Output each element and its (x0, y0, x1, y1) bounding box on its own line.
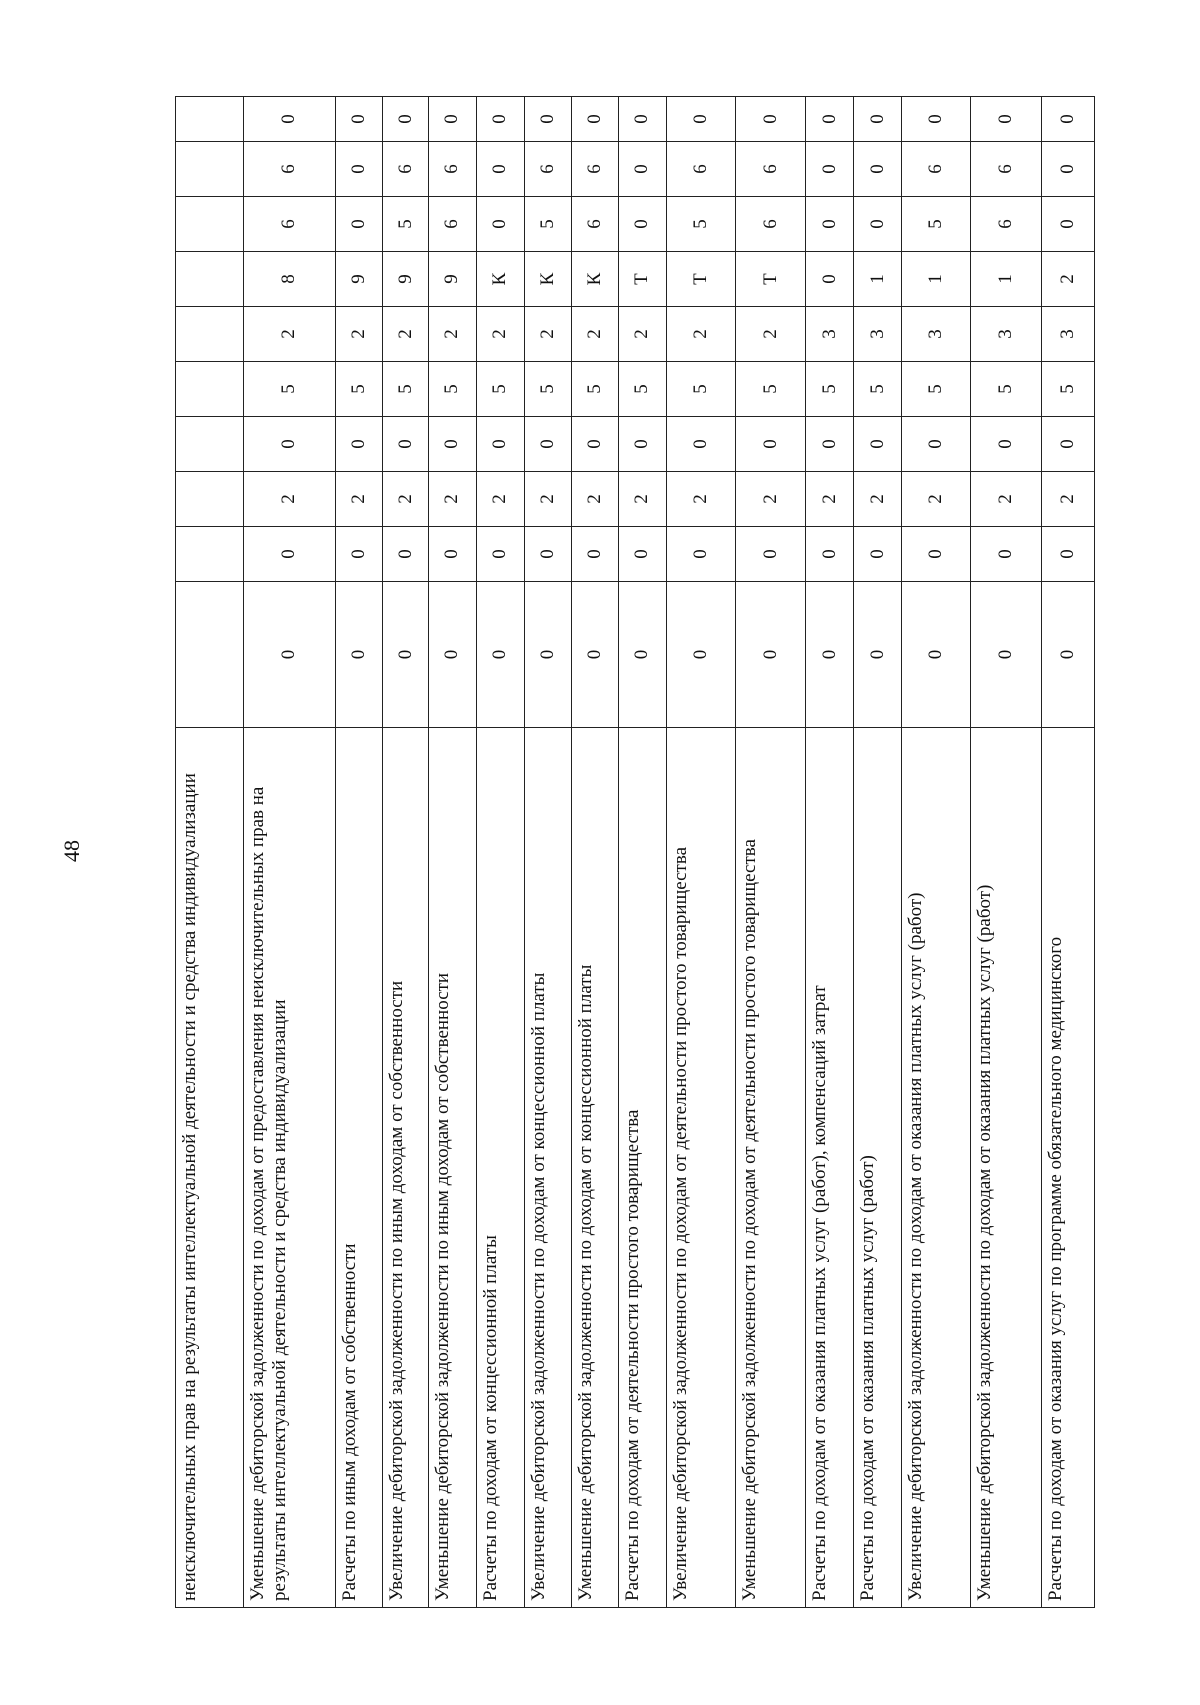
code-digit-cell: 3 (901, 307, 971, 362)
code-digit-cell: 0 (736, 527, 806, 582)
table-row (572, 97, 619, 1608)
code-digit-cell: 0 (854, 417, 901, 472)
code-digit-cell: 0 (572, 527, 619, 582)
value-cell: 0 (736, 582, 806, 728)
code-digit-cell: 0 (1042, 197, 1095, 252)
value-cell: 0 (901, 582, 971, 728)
code-digit-cell: 0 (854, 97, 901, 142)
code-digit-cell: 9 (335, 252, 382, 307)
account-name-cell: Расчеты по доходам от деятельности простого товарищества (619, 728, 666, 1608)
code-digit-cell: 0 (429, 97, 476, 142)
code-digit-cell: 6 (429, 197, 476, 252)
code-digit-cell (176, 197, 244, 252)
value-cell: 0 (854, 582, 901, 728)
account-name-cell: Уменьшение дебиторской задолженности по иным доходам от собственности (429, 728, 476, 1608)
code-digit-cell: 2 (619, 472, 666, 527)
value-cell: 0 (524, 582, 571, 728)
code-digit-cell: 0 (666, 417, 736, 472)
code-digit-cell: 0 (806, 97, 854, 142)
account-name-cell: Уменьшение дебиторской задолженности по доходам от предоставления неисключительных прав на результаты интеллектуальной деятельности и средства индивидуализации (243, 728, 335, 1608)
table-row (854, 97, 901, 1608)
code-digit-cell: 5 (736, 362, 806, 417)
code-digit-cell: 5 (901, 197, 971, 252)
code-digit-cell: 0 (806, 197, 854, 252)
code-digit-cell: 6 (971, 142, 1042, 197)
code-digit-cell: 0 (806, 252, 854, 307)
code-digit-cell: 6 (383, 142, 429, 197)
code-digit-cell: 0 (335, 197, 382, 252)
code-digit-cell: 0 (524, 97, 571, 142)
code-digit-cell: 0 (854, 197, 901, 252)
code-digit-cell: 5 (806, 362, 854, 417)
value-cell: 0 (971, 582, 1042, 728)
code-digit-cell: 2 (476, 472, 524, 527)
code-digit-cell (176, 417, 244, 472)
code-digit-cell: 0 (1042, 527, 1095, 582)
code-digit-cell: 6 (666, 142, 736, 197)
code-digit-cell: 2 (736, 472, 806, 527)
value-cell: 0 (1042, 582, 1095, 728)
code-digit-cell: 0 (901, 97, 971, 142)
code-digit-cell: 2 (429, 472, 476, 527)
table-body (176, 97, 1095, 1608)
code-digit-cell: 0 (854, 142, 901, 197)
code-digit-cell: 2 (335, 472, 382, 527)
code-digit-cell: 0 (243, 527, 335, 582)
code-digit-cell: 6 (572, 197, 619, 252)
code-digit-cell: 0 (666, 527, 736, 582)
code-digit-cell: К (476, 252, 524, 307)
code-digit-cell: 2 (335, 307, 382, 362)
code-digit-cell: 5 (666, 197, 736, 252)
code-digit-cell: 0 (476, 97, 524, 142)
table-row (901, 97, 971, 1608)
table-row (243, 97, 335, 1608)
code-digit-cell: 2 (243, 472, 335, 527)
code-digit-cell: 2 (971, 472, 1042, 527)
table-row (476, 97, 524, 1608)
value-cell: 0 (429, 582, 476, 728)
account-name-cell: Увеличение дебиторской задолженности по доходам от деятельности простого товарищества (666, 728, 736, 1608)
value-cell: 0 (476, 582, 524, 728)
table-row (176, 97, 244, 1608)
table-row (666, 97, 736, 1608)
table-row (806, 97, 854, 1608)
code-digit-cell: 6 (243, 142, 335, 197)
code-digit-cell: 2 (1042, 252, 1095, 307)
table-row (619, 97, 666, 1608)
accounts-table (175, 96, 1095, 1608)
code-digit-cell: 0 (476, 142, 524, 197)
code-digit-cell: 6 (524, 142, 571, 197)
code-digit-cell: 0 (383, 527, 429, 582)
code-digit-cell: 0 (476, 417, 524, 472)
code-digit-cell: 1 (854, 252, 901, 307)
table-row (429, 97, 476, 1608)
code-digit-cell: 2 (666, 472, 736, 527)
code-digit-cell: 0 (335, 142, 382, 197)
code-digit-cell: 8 (243, 252, 335, 307)
account-name-cell: Расчеты по доходам от оказания платных услуг (работ), компенсаций затрат (806, 728, 854, 1608)
accounts-table-rotated (175, 97, 1095, 1608)
code-digit-cell: 1 (971, 252, 1042, 307)
table-row (335, 97, 382, 1608)
code-digit-cell: 5 (524, 197, 571, 252)
code-digit-cell: К (524, 252, 571, 307)
code-digit-cell: 0 (666, 97, 736, 142)
table-row (971, 97, 1042, 1608)
code-digit-cell: 2 (1042, 472, 1095, 527)
code-digit-cell: 0 (243, 97, 335, 142)
code-digit-cell: 3 (1042, 307, 1095, 362)
value-cell: 0 (572, 582, 619, 728)
code-digit-cell: 6 (736, 142, 806, 197)
code-digit-cell: 5 (666, 362, 736, 417)
account-name-cell: Уменьшение дебиторской задолженности по доходам от оказания платных услуг (работ) (971, 728, 1042, 1608)
account-name-cell: Увеличение дебиторской задолженности по доходам от концессионной платы (524, 728, 571, 1608)
code-digit-cell: 0 (1042, 417, 1095, 472)
code-digit-cell: 0 (243, 417, 335, 472)
code-digit-cell: 0 (971, 417, 1042, 472)
account-name-cell: Расчеты по доходам от оказания услуг по программе обязательного медицинского (1042, 728, 1095, 1608)
code-digit-cell (176, 142, 244, 197)
code-digit-cell: 0 (806, 527, 854, 582)
code-digit-cell: 3 (806, 307, 854, 362)
code-digit-cell: 0 (619, 527, 666, 582)
account-name-cell: Уменьшение дебиторской задолженности по доходам от деятельности простого товарищества (736, 728, 806, 1608)
code-digit-cell: 0 (335, 417, 382, 472)
code-digit-cell: 0 (901, 527, 971, 582)
code-digit-cell: 0 (971, 527, 1042, 582)
value-cell: 0 (243, 582, 335, 728)
value-cell: 0 (666, 582, 736, 728)
code-digit-cell: 2 (383, 472, 429, 527)
code-digit-cell: 5 (901, 362, 971, 417)
code-digit-cell: 0 (383, 417, 429, 472)
code-digit-cell: 0 (806, 417, 854, 472)
code-digit-cell: 0 (524, 417, 571, 472)
value-cell: 0 (619, 582, 666, 728)
code-digit-cell: Т (736, 252, 806, 307)
value-cell: 0 (806, 582, 854, 728)
code-digit-cell: 9 (429, 252, 476, 307)
code-digit-cell: 5 (572, 362, 619, 417)
code-digit-cell: 2 (666, 307, 736, 362)
code-digit-cell: 0 (1042, 97, 1095, 142)
code-digit-cell (176, 362, 244, 417)
code-digit-cell: 0 (476, 197, 524, 252)
value-cell: 0 (383, 582, 429, 728)
code-digit-cell: 5 (335, 362, 382, 417)
code-digit-cell: 6 (971, 197, 1042, 252)
code-digit-cell: К (572, 252, 619, 307)
code-digit-cell: 6 (572, 142, 619, 197)
code-digit-cell: 2 (429, 307, 476, 362)
code-digit-cell: 5 (524, 362, 571, 417)
code-digit-cell: 1 (901, 252, 971, 307)
code-digit-cell: 2 (243, 307, 335, 362)
code-digit-cell (176, 97, 244, 142)
code-digit-cell: 0 (806, 142, 854, 197)
code-digit-cell: 0 (736, 97, 806, 142)
code-digit-cell: 2 (524, 307, 571, 362)
code-digit-cell: 0 (619, 197, 666, 252)
code-digit-cell: 5 (1042, 362, 1095, 417)
code-digit-cell: 5 (619, 362, 666, 417)
code-digit-cell: 2 (854, 472, 901, 527)
code-digit-cell: 6 (736, 197, 806, 252)
table-row (524, 97, 571, 1608)
code-digit-cell: 2 (572, 472, 619, 527)
code-digit-cell: 0 (736, 417, 806, 472)
code-digit-cell: 0 (429, 417, 476, 472)
account-name-cell: Увеличение дебиторской задолженности по доходам от оказания платных услуг (работ) (901, 728, 971, 1608)
code-digit-cell: 6 (901, 142, 971, 197)
code-digit-cell: 5 (476, 362, 524, 417)
account-name-cell: Расчеты по доходам от оказания платных услуг (работ) (854, 728, 901, 1608)
code-digit-cell: 2 (383, 307, 429, 362)
page-number: 48 (59, 840, 84, 862)
code-digit-cell: 0 (971, 97, 1042, 142)
code-digit-cell: 5 (971, 362, 1042, 417)
code-digit-cell: 0 (335, 97, 382, 142)
account-name-cell: Расчеты по иным доходам от собственности (335, 728, 382, 1608)
code-digit-cell: 3 (854, 307, 901, 362)
code-digit-cell (176, 527, 244, 582)
code-digit-cell: 0 (572, 97, 619, 142)
value-cell (176, 582, 244, 728)
code-digit-cell: 0 (619, 142, 666, 197)
code-digit-cell: 5 (383, 362, 429, 417)
code-digit-cell: 0 (524, 527, 571, 582)
code-digit-cell: 0 (335, 527, 382, 582)
code-digit-cell: 2 (806, 472, 854, 527)
table-row (1042, 97, 1095, 1608)
code-digit-cell (176, 307, 244, 362)
code-digit-cell: 0 (619, 417, 666, 472)
code-digit-cell: 5 (383, 197, 429, 252)
code-digit-cell: 2 (524, 472, 571, 527)
code-digit-cell: 0 (572, 417, 619, 472)
code-digit-cell: 9 (383, 252, 429, 307)
account-name-cell: Увеличение дебиторской задолженности по иным доходам от собственности (383, 728, 429, 1608)
value-cell: 0 (335, 582, 382, 728)
code-digit-cell: 5 (854, 362, 901, 417)
code-digit-cell: 0 (854, 527, 901, 582)
code-digit-cell: 6 (243, 197, 335, 252)
code-digit-cell: 2 (572, 307, 619, 362)
code-digit-cell: 0 (619, 97, 666, 142)
code-digit-cell: 0 (1042, 142, 1095, 197)
code-digit-cell: 6 (429, 142, 476, 197)
code-digit-cell: Т (619, 252, 666, 307)
code-digit-cell: 0 (383, 97, 429, 142)
code-digit-cell: 2 (619, 307, 666, 362)
code-digit-cell: 2 (901, 472, 971, 527)
table-row (736, 97, 806, 1608)
code-digit-cell: 5 (243, 362, 335, 417)
code-digit-cell: 2 (736, 307, 806, 362)
code-digit-cell: 2 (476, 307, 524, 362)
code-digit-cell: 0 (429, 527, 476, 582)
code-digit-cell: 5 (429, 362, 476, 417)
code-digit-cell: 0 (901, 417, 971, 472)
account-name-cell: неисключительных прав на результаты интеллектуальной деятельности и средства индивидуализации (176, 728, 244, 1608)
account-name-cell: Расчеты по доходам от концессионной платы (476, 728, 524, 1608)
code-digit-cell (176, 472, 244, 527)
code-digit-cell (176, 252, 244, 307)
code-digit-cell: 3 (971, 307, 1042, 362)
code-digit-cell: Т (666, 252, 736, 307)
code-digit-cell: 0 (476, 527, 524, 582)
account-name-cell: Уменьшение дебиторской задолженности по доходам от концессионной платы (572, 728, 619, 1608)
table-row (383, 97, 429, 1608)
